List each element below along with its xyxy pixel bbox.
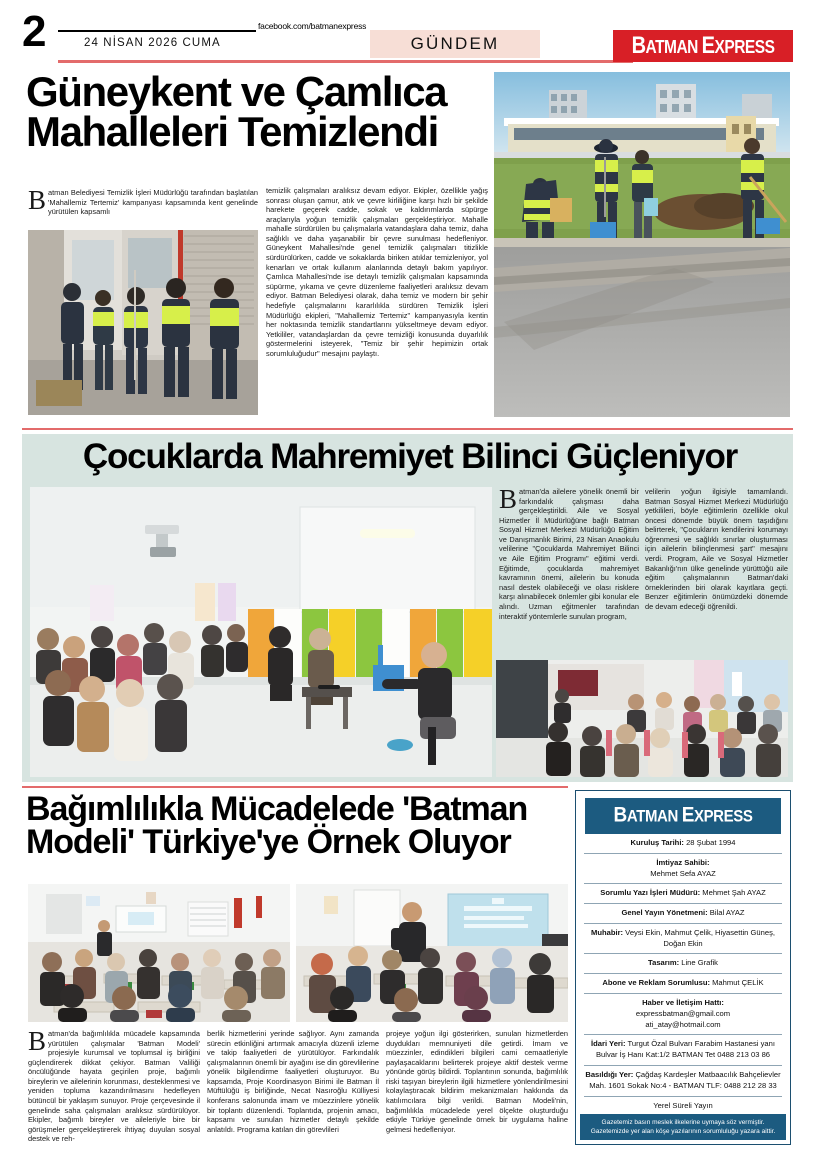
street-workers-photo-illustration xyxy=(28,230,258,415)
imprint-logo xyxy=(585,798,781,834)
imprint-row-value: Veysi Ekin, Mahmut Çelik, Hiyasettin Güneş, Doğan Ekin xyxy=(623,927,775,948)
header-top-rule xyxy=(58,30,256,32)
article2-main-photo xyxy=(30,487,492,777)
article3-body-column-2: berlik hizmetlerini yerinde sağlıyor. Aynı zamanda sürecin etkinliğini artırmak amacıyla düzenli izleme ve takip faaliyetleri de yürütülüyor. Farkındalık çalışmalarının önemli bir ayağını ise din görevlilerine yönelik bilgilendirme faaliyetleri oluşturuyor. Bu kapsamda, Proje Koordinasyon Birimi ile Batman İl Müftülüğü iş birliğinde, Necat Nasıroğlu Külliyesi konferans salonunda imam ve müezzinlere yönelik bir toplantı düzenlendi. Toplantıda, projenin amacı, kapsamı ve sunulan hizmetler detaylı şekilde anlatıldı. Programa katılan din görevlileri xyxy=(207,1029,379,1134)
page-header xyxy=(22,7,793,64)
article1-headline: Güneykent ve Çamlıca Mahalleleri Temizlendi xyxy=(26,68,447,156)
imprint-disclaimer xyxy=(580,1114,786,1140)
header-bottom-rule xyxy=(58,60,633,63)
imprint-rows xyxy=(576,834,790,1115)
section-divider-1 xyxy=(22,428,793,430)
imprint-disclaimer-line-1: Gazetemiz basın meslek ilkelerine uymaya söz vermiştir. xyxy=(601,1118,765,1126)
imprint-row-value: Mahmut ÇELİK xyxy=(710,978,764,988)
imprint-row-value: Line Grafik xyxy=(679,958,718,968)
imprint-row xyxy=(584,924,782,955)
imprint-row-label: Sorumlu Yazı İşleri Müdürü: xyxy=(600,888,701,898)
imprint-row-label: Tasarım: xyxy=(648,958,680,968)
imprint-row-value: 28 Şubat 1994 xyxy=(683,838,736,847)
section-divider-2 xyxy=(22,786,568,788)
imprint-row xyxy=(584,884,782,904)
imprint-disclaimer-line-2: Gazetemizde yer alan köşe yazılarının sorumluluğu yazara aittir. xyxy=(590,1127,776,1135)
imprint-box xyxy=(575,790,791,1145)
article3-body-column-3: projeye yoğun ilgi gösterirken, sunulan hizmetlerden duydukları memnuniyeti dile getirdi. İmam ve müezzinler, edindikleri bilgileri cami cemaatleriyle paylaşacaklarını belirterek projeye aktif destek verme yönünde görüş bildirdi. Toplantının sonunda, bağımlılık riski taşıyan bireylerin ilgili hizmetlere yönlendirilmesini kolaylaştıracak bildirim mekanizmaları hakkında da katılımcılara bilgi verildi. Batman Modeli'nin, bağımlılıkla mücadelede yerel ölçekte oluşturduğu etkiyle Türkiye genelinde örnek bir uygulama haline gelmesi hedefleniyor. xyxy=(386,1029,568,1134)
article1-secondary-photo xyxy=(28,230,258,415)
imprint-row-label: İdari Yeri: xyxy=(591,1039,626,1049)
imprint-row-value: ati_atay@hotmail.com xyxy=(645,1019,721,1029)
imprint-row-label: İmtiyaz Sahibi: xyxy=(656,857,710,867)
imprint-row-label: Genel Yayın Yönetmeni: xyxy=(621,908,708,918)
section-label: GÜNDEM xyxy=(410,34,500,53)
imprint-row xyxy=(584,1066,782,1097)
imprint-row-value: Bilal AYAZ xyxy=(707,908,745,918)
imprint-row-value: Turgut Özal Bulvarı Farabim Hastanesi yanı Bulvar İş Hanı Kat:1/2 BATMAN Tet 0488 213 03 86 xyxy=(595,1039,775,1060)
article3-body-column-1: Batman'da bağımlılıkla mücadele kapsamında yürütülen çalışmalar 'Batman Modeli' projesiyle kurumsal ve toplumsal iş birliğini güçlendirerek dikkat çekiyor. Batman Valiliği öncülüğünde hayata geçirilen proje, bağımlı bireylerin ve ailelerinin korunması, desteklenmesi ve yeniden topluma kazandırılmasını hedefleyen bütüncül bir yaklaşım sunuyor. Proje çerçevesinde il genelinde saha çalışmaları aralıksız sürdürülüyor. Ekipler, bağımlı bireyler ve aileleriyle bire bir görüşmeler gerçekleştirerek ihtiyaç duyulan sosyal destek ve reh- xyxy=(28,1026,200,1144)
masthead-logo-text: BATMAN EXPRESS xyxy=(631,32,775,59)
article1-lead-paragraph: Batman Belediyesi Temizlik İşleri Müdürlüğü tarafından başlatılan 'Mahallemiz Tertemiz' kampanyası kapsamında kent genelinde yürütülen kapsamlı xyxy=(28,185,258,217)
article2-secondary-photo xyxy=(496,660,788,777)
article3-photo-b xyxy=(296,884,568,1022)
imprint-row-label: Muhabir: xyxy=(591,927,624,937)
classroom-meeting-photo-illustration xyxy=(28,884,290,1022)
imprint-row xyxy=(584,1097,782,1116)
article3-headline: Bağımlılıkla Mücadelede 'Batman Modeli' Türkiye'ye Örnek Oluyor xyxy=(26,790,528,861)
article1-body-column-2: temizlik çalışmaları aralıksız devam ediyor. Ekipler, özellikle yağış sonrası oluşan çamur, atık ve çevre kirliliğine karşı hızlı bir şekilde harekete geçerek cadde, sokak ve kaldırımlarda süpürge araçlarıyla yoğun temizlik çalışmaları gerçekleştiriyor. Mahalle mahalle sürdürülen bu çalışmalarla vatandaşlara daha temiz, daha sağlıklı ve daha yaşanabilir bir çevre sunulması hedefleniyor. Güneykent Mahallesi'nde genel temizlik çalışmaları titizlikle sürdürülürken, cadde ve sokaklarda biriken atıklar temizleniyor, yol kenarları ve ortak kullanım alanlarında detaylı bakım yapılıyor. Çamlıca Mahallesi'nde ise detaylı temizlik çalışmaları kapsamında süpürme, yıkama ve çevre düzenleme faaliyetleri aralıksız devam ediyor. Batman Belediyesi olarak, daha temiz ve modern bir şehir hedefiyle çalışmalarını kararlılıkla sürdüren Temizlik İşleri Müdürlüğü ekipleri, "Mahallemiz Tertemiz" kampanyasıyla kentin her noktasında temizlik standartlarını yükseltmeye devam ediyor. Yetkililer, vatandaşlardan da çevre temizliği konusunda duyarlılık göstermelerini isteyerek, "Temiz bir şehir hepimizin ortak sorumluluğudur" mesajını paylaştı. xyxy=(266,186,488,358)
imprint-row-value: Yerel Süreli Yayın xyxy=(653,1100,713,1110)
page-number: 2 xyxy=(22,7,46,56)
imprint-row xyxy=(584,834,782,854)
imprint-row xyxy=(584,854,782,885)
imprint-row-value: Çağdaş Kardeşler Matbaacılık Bahçelievler Mah. 1601 Sokak No:4 - BATMAN TLF: 0488 212 28 33 xyxy=(589,1069,781,1090)
masthead-logo xyxy=(613,30,793,62)
imprint-row-value: Mehmet Şah AYAZ xyxy=(700,888,766,898)
imprint-row xyxy=(584,994,782,1035)
imprint-row xyxy=(584,974,782,994)
imprint-row-value: expressbatman@gmail.com xyxy=(635,1008,731,1018)
facebook-handle[interactable]: facebook.com/batmanexpress xyxy=(258,21,367,31)
imprint-row-label: Basıldığı Yer: xyxy=(585,1069,634,1079)
parent-seminar-photo-illustration xyxy=(30,487,492,777)
article3-photo-a xyxy=(28,884,290,1022)
article2-headline: Çocuklarda Mahremiyet Bilinci Güçleniyor xyxy=(82,437,738,476)
cleaning-crew-photo-illustration xyxy=(494,72,790,417)
imprint-row-label: Kuruluş Tarihi: xyxy=(630,838,684,847)
imprint-row xyxy=(584,1035,782,1066)
seminar-audience-photo-illustration xyxy=(296,884,568,1022)
conference-hall-photo-illustration xyxy=(496,660,788,777)
article2-body-column-2: velilerin yoğun ilgisiyle tamamlandı. Batman Sosyal Hizmet Merkezi Müdürlüğü yetkilileri, böyle eğitimlerin özellikle okul öncesi dönemde büyük önem taşıdığını belirterek, "Çocukların kendilerini korumayı öğrenmesi ve sağlıklı sınırlar oluşturması için ailelerin bilinçlenmesi şart" mesajını verdi. Program, Aile ve Sosyal Hizmetler Bakanlığı'nın ülke genelinde yürüttüğü aile eğitim çalışmalarının Batman'daki örneklerinden biri olarak kayıtlara geçti. Benzer eğitimlerin önümüzdeki dönemde de devam edeceği öğrenildi. xyxy=(645,487,788,611)
section-badge xyxy=(370,30,540,58)
article2-body-column-1: Batman'da ailelere yönelik önemli bir farkındalık çalışması daha gerçekleştirildi. Aile ve Sosyal Hizmetler İl Müdürlüğüne bağlı Batman Sosyal Hizmet Merkezi Müdürlüğü Eğitim ve Danışmanlık Birimi, 23 Nisan Anaokulu velilerine "Çocuklarda Mahremiyet Bilinci ve Aile Eğitim Programı" eğitimi verdi. Eğitimde, çocuklarda mahremiyet kavramının önemi, ailelerin bu konuda nasıl destek olabileceği ve olası risklere karşı alınabilecek önlemler gibi konular ele alındı. Uzman eğitmenler tarafından interaktif yöntemlerle sunulan program, xyxy=(499,484,639,621)
imprint-row-label: Haber ve İletişim Hattı: xyxy=(642,998,724,1008)
imprint-row-value: Mehmet Sefa AYAZ xyxy=(650,868,716,878)
publication-date: 24 NİSAN 2026 CUMA xyxy=(84,37,221,49)
imprint-logo-text: BATMAN EXPRESS xyxy=(613,803,753,828)
article1-main-photo xyxy=(494,72,790,417)
imprint-row xyxy=(584,904,782,924)
imprint-row xyxy=(584,954,782,974)
imprint-row-label: Abone ve Reklam Sorumlusu: xyxy=(602,978,710,988)
